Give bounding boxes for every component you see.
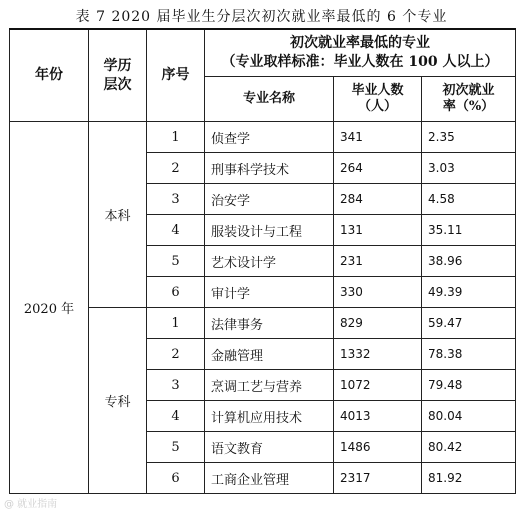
seq-cell: 2 [147, 153, 205, 184]
major-cell: 计算机应用技术 [205, 401, 334, 432]
rate-cell: 4.58 [422, 184, 516, 215]
grads-cell: 1332 [334, 339, 422, 370]
major-cell: 法律事务 [205, 308, 334, 339]
seq-cell: 6 [147, 463, 205, 494]
grads-cell: 131 [334, 215, 422, 246]
major-cell: 工商企业管理 [205, 463, 334, 494]
rate-cell: 3.03 [422, 153, 516, 184]
employment-rate-table [9, 28, 516, 494]
grads-cell: 1486 [334, 432, 422, 463]
grads-cell: 330 [334, 277, 422, 308]
major-cell: 金融管理 [205, 339, 334, 370]
grads-cell: 231 [334, 246, 422, 277]
seq-cell: 3 [147, 184, 205, 215]
major-cell: 艺术设计学 [205, 246, 334, 277]
seq-cell: 5 [147, 246, 205, 277]
major-cell: 烹调工艺与营养 [205, 370, 334, 401]
major-cell: 语文教育 [205, 432, 334, 463]
rate-cell: 59.47 [422, 308, 516, 339]
grads-cell: 264 [334, 153, 422, 184]
header-rate: 初次就业 率（%） [422, 77, 516, 122]
level-cell: 本科 [89, 122, 147, 308]
rate-cell: 49.39 [422, 277, 516, 308]
seq-cell: 4 [147, 215, 205, 246]
seq-cell: 5 [147, 432, 205, 463]
seq-cell: 4 [147, 401, 205, 432]
rate-cell: 35.11 [422, 215, 516, 246]
header-level: 学历 层次 [89, 29, 147, 122]
table-row [10, 122, 516, 153]
seq-cell: 1 [147, 122, 205, 153]
rate-cell: 2.35 [422, 122, 516, 153]
grads-cell: 829 [334, 308, 422, 339]
rate-cell: 80.42 [422, 432, 516, 463]
seq-cell: 2 [147, 339, 205, 370]
seq-cell: 3 [147, 370, 205, 401]
header-year: 年份 [10, 29, 89, 122]
rate-cell: 81.92 [422, 463, 516, 494]
rate-cell: 80.04 [422, 401, 516, 432]
rate-cell: 79.48 [422, 370, 516, 401]
major-cell: 刑事科学技术 [205, 153, 334, 184]
header-grads: 毕业人数 （人） [334, 77, 422, 122]
major-cell: 服装设计与工程 [205, 215, 334, 246]
seq-cell: 1 [147, 308, 205, 339]
major-cell: 侦查学 [205, 122, 334, 153]
rate-cell: 38.96 [422, 246, 516, 277]
grads-cell: 1072 [334, 370, 422, 401]
major-cell: 审计学 [205, 277, 334, 308]
header-group: 初次就业率最低的专业 （专业取样标准：毕业人数在 100 人以上） [205, 29, 516, 77]
year-cell: 2020 年 [10, 122, 89, 494]
rate-cell: 78.38 [422, 339, 516, 370]
major-cell: 治安学 [205, 184, 334, 215]
grads-cell: 4013 [334, 401, 422, 432]
grads-cell: 284 [334, 184, 422, 215]
grads-cell: 341 [334, 122, 422, 153]
grads-cell: 2317 [334, 463, 422, 494]
header-major: 专业名称 [205, 77, 334, 122]
level-cell: 专科 [89, 308, 147, 494]
header-seq: 序号 [147, 29, 205, 122]
seq-cell: 6 [147, 277, 205, 308]
watermark: @ 就业指南 [4, 499, 58, 510]
table-caption: 表 7 2020 届毕业生分层次初次就业率最低的 6 个专业 [75, 9, 448, 25]
